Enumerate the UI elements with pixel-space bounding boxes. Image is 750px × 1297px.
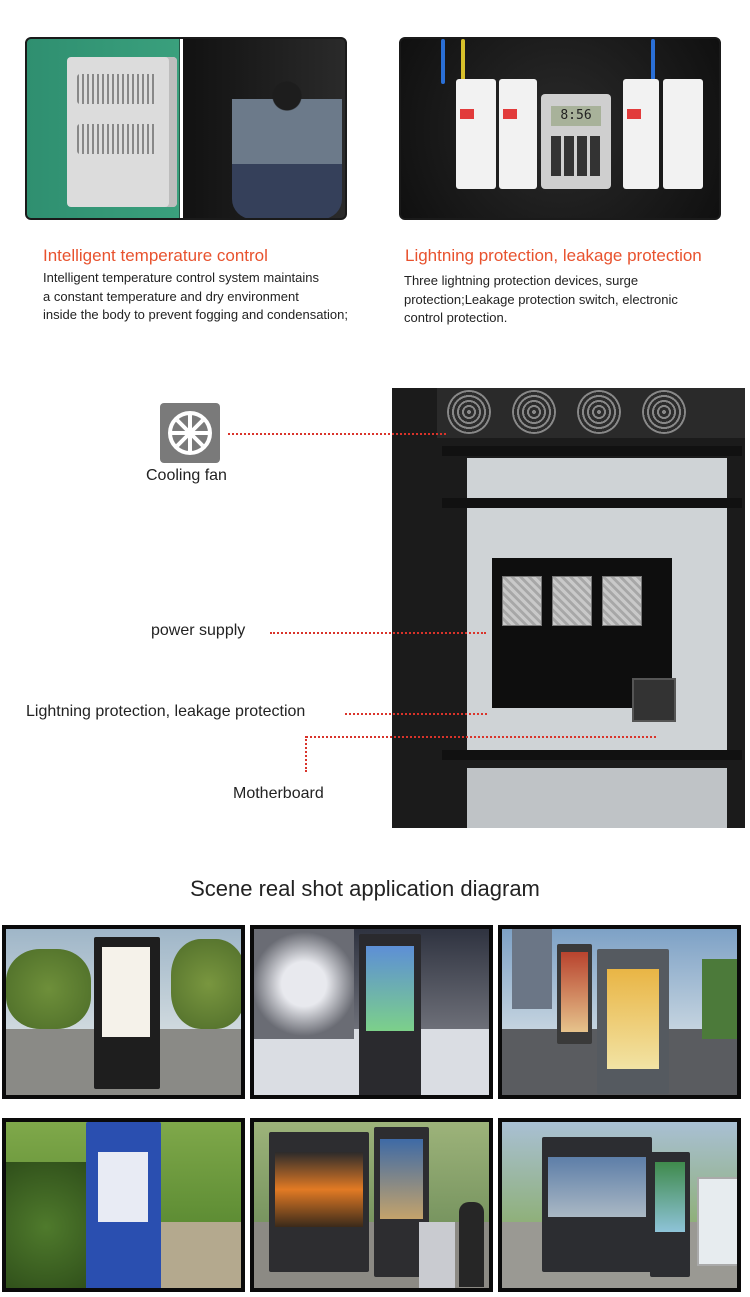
label-power-supply: power supply bbox=[151, 622, 246, 639]
scene-photo-campus-dual bbox=[498, 1118, 741, 1292]
wire bbox=[461, 39, 465, 84]
fan-row bbox=[437, 388, 745, 438]
breaker-panel-photo bbox=[399, 37, 721, 220]
breaker bbox=[663, 79, 703, 189]
wire bbox=[651, 39, 655, 84]
feature-title: Lightning protection, leakage protection bbox=[405, 246, 702, 265]
label-lightning-protection: Lightning protection, leakage protection bbox=[26, 703, 306, 720]
breaker bbox=[499, 79, 537, 189]
rail bbox=[442, 446, 742, 456]
label-motherboard: Motherboard bbox=[233, 785, 324, 802]
photo-divider bbox=[180, 39, 183, 218]
feature-title: Intelligent temperature control bbox=[43, 246, 268, 265]
time-switch bbox=[541, 94, 611, 189]
leader-line bbox=[345, 713, 487, 715]
wire bbox=[441, 39, 445, 84]
feature-description: Three lightning protection devices, surge protection;Leakage protection switch, electronic control protection. bbox=[404, 273, 678, 325]
scene-photo-mall-dual bbox=[250, 1118, 493, 1292]
leader-line bbox=[270, 632, 486, 634]
feature-description: Intelligent temperature control system maintains a constant temperature and dry environment inside the body to prevent fogging and condensation; bbox=[43, 270, 349, 322]
scene-photo-plaza bbox=[2, 925, 245, 1099]
fan bbox=[577, 390, 621, 434]
bottom-panel bbox=[467, 768, 727, 828]
power-supply-unit bbox=[552, 576, 592, 626]
breaker bbox=[456, 79, 496, 189]
cabinet-interior-photo bbox=[392, 388, 745, 828]
component-board bbox=[492, 558, 672, 708]
timer-display: 8:56 bbox=[551, 106, 601, 126]
scene-photo-park bbox=[2, 1118, 245, 1292]
label-cooling-fan: Cooling fan bbox=[146, 467, 227, 484]
timer-keys bbox=[551, 136, 601, 176]
ac-vent bbox=[77, 124, 157, 154]
fan bbox=[447, 390, 491, 434]
scene-photo-street bbox=[498, 925, 741, 1099]
ac-vent bbox=[77, 74, 157, 104]
motherboard-unit bbox=[632, 678, 676, 722]
power-supply-unit bbox=[502, 576, 542, 626]
leader-line bbox=[305, 736, 307, 772]
scene-photo-snow bbox=[250, 925, 493, 1099]
air-conditioner-photo bbox=[25, 37, 347, 220]
power-supply-unit bbox=[602, 576, 642, 626]
breaker bbox=[623, 79, 659, 189]
leader-line bbox=[306, 736, 656, 738]
rail bbox=[442, 498, 742, 508]
leader-line bbox=[228, 433, 446, 435]
cooling-fan-icon bbox=[160, 403, 220, 463]
scene-section-title: Scene real shot application diagram bbox=[190, 876, 540, 901]
technician-figure bbox=[232, 69, 342, 219]
rail bbox=[442, 750, 742, 760]
fan bbox=[512, 390, 556, 434]
fan bbox=[642, 390, 686, 434]
